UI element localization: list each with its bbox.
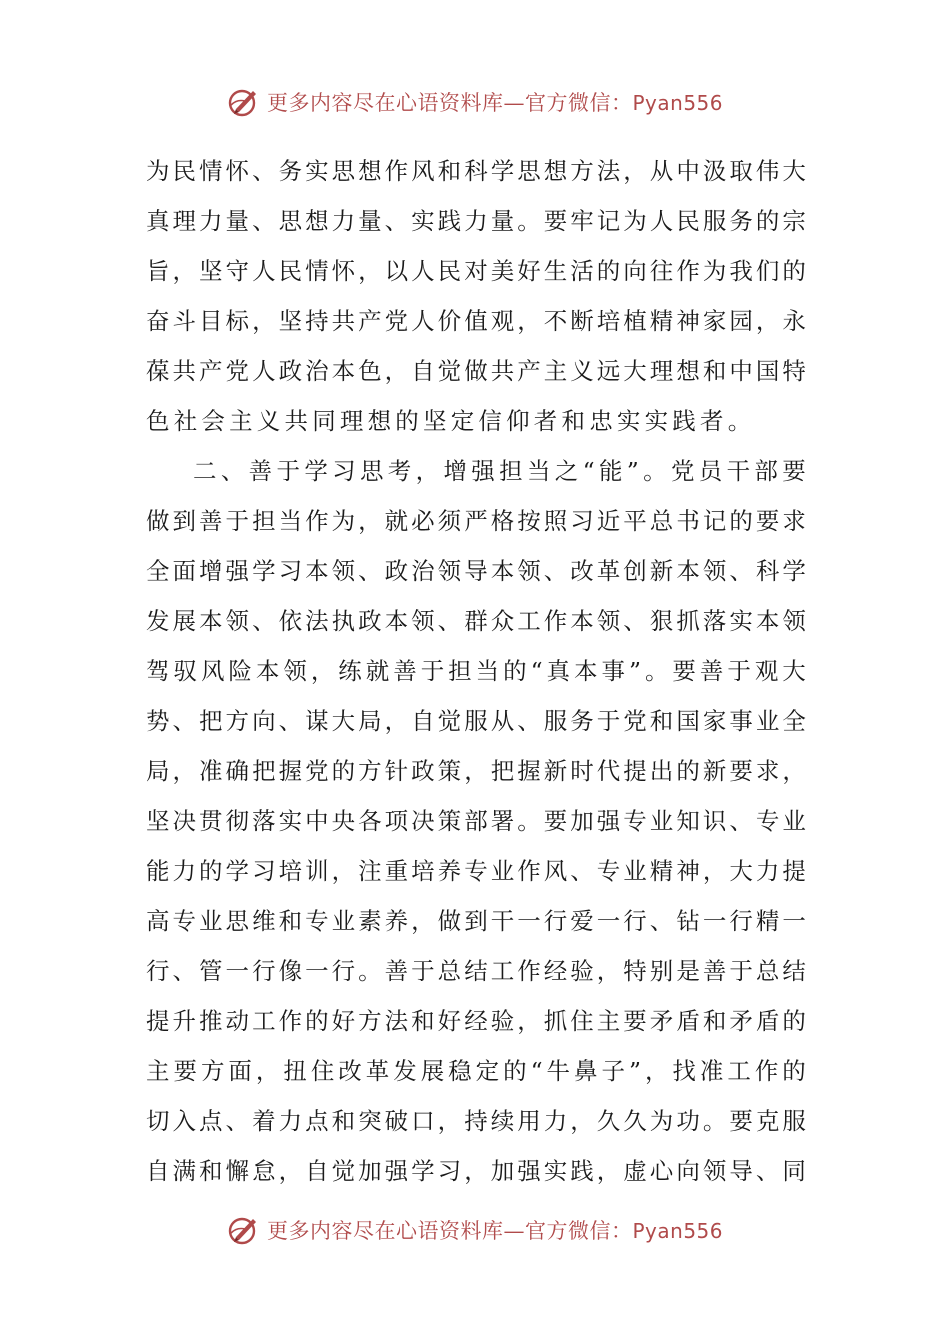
- text-line: 色社会主义共同理想的坚定信仰者和忠实实践者。: [146, 407, 756, 435]
- header-banner-text: 更多内容尽在心语资料库—官方微信：Pyan556: [266, 91, 723, 115]
- text-line: 局 ， 准 确 把 握 党 的 方 针 政 策 ， 把 握 新 时 代 提 出 的 新 要 求 ，: [146, 757, 806, 785]
- header-wechat-id: Pyan556: [632, 91, 723, 115]
- text-line: 驾 驭 风 险 本 领 ， 练 就 善 于 担 当 的 “ 真 本 事 ” 。 要 善 于 观 大: [146, 657, 806, 685]
- footer-wechat-id: Pyan556: [632, 1219, 723, 1243]
- text-line: 旨 ， 坚 守 人 民 情 怀 ， 以 人 民 对 美 好 生 活 的 向 往 作 为 我 们 的: [146, 257, 806, 285]
- text-line: 全 面 增 强 学 习 本 领 、 政 治 领 导 本 领 、 改 革 创 新 本 领 、 科 学: [146, 557, 806, 585]
- text-line: 提 升 推 动 工 作 的 好 方 法 和 好 经 验 ， 抓 住 主 要 矛 盾 和 矛 盾 的: [146, 1007, 806, 1035]
- footer-banner: [0, 1210, 950, 1250]
- text-line: 真 理 力 量 、 思 想 力 量 、 实 践 力 量 。 要 牢 记 为 人 民 服 务 的 宗: [146, 207, 806, 235]
- text-line: 葆 共 产 党 人 政 治 本 色 ， 自 觉 做 共 产 主 义 远 大 理 想 和 中 国 特: [146, 357, 806, 385]
- text-line: 能 力 的 学 习 培 训 ， 注 重 培 养 专 业 作 风 、 专 业 精 神 ， 大 力 提: [146, 857, 806, 885]
- text-line: 做 到 善 于 担 当 作 为 ， 就 必 须 严 格 按 照 习 近 平 总 书 记 的 要 求: [146, 507, 806, 535]
- header-banner: [0, 82, 950, 122]
- text-line: 发 展 本 领 、 依 法 执 政 本 领 、 群 众 工 作 本 领 、 狠 抓 落 实 本 领: [146, 607, 806, 635]
- footer-banner-text: 更多内容尽在心语资料库—官方微信：Pyan556: [266, 1219, 723, 1243]
- document-body: [146, 146, 806, 1196]
- text-line: 奋 斗 目 标 ， 坚 持 共 产 党 人 价 值 观 ， 不 断 培 植 精 神 家 园 ， 永: [146, 307, 806, 335]
- pen-circle-logo-icon: [227, 1213, 261, 1247]
- text-line: 为 民 情 怀 、 务 实 思 想 作 风 和 科 学 思 想 方 法 ， 从 中 汲 取 伟 大: [146, 157, 806, 185]
- pen-circle-logo-icon: [227, 85, 261, 119]
- text-line: 二 、 善 于 学 习 思 考 ， 增 强 担 当 之 “ 能 ” 。 党 员 干 部 要: [193, 457, 806, 485]
- text-line: 主 要 方 面 ， 扭 住 改 革 发 展 稳 定 的 “ 牛 鼻 子 ” ， 找 准 工 作 的: [146, 1057, 806, 1085]
- text-line: 自 满 和 懈 怠 ， 自 觉 加 强 学 习 ， 加 强 实 践 ， 虚 心 向 领 导 、 同: [146, 1157, 806, 1185]
- text-line: 高 专 业 思 维 和 专 业 素 养 ， 做 到 干 一 行 爱 一 行 、 钻 一 行 精 一: [146, 907, 806, 935]
- text-line: 切 入 点 、 着 力 点 和 突 破 口 ， 持 续 用 力 ， 久 久 为 功 。 要 克 服: [146, 1107, 806, 1135]
- text-line: 势 、 把 方 向 、 谋 大 局 ， 自 觉 服 从 、 服 务 于 党 和 国 家 事 业 全: [146, 707, 806, 735]
- text-line: 行 、 管 一 行 像 一 行 。 善 于 总 结 工 作 经 验 ， 特 别 是 善 于 总 结: [146, 957, 806, 985]
- text-line: 坚 决 贯 彻 落 实 中 央 各 项 决 策 部 署 。 要 加 强 专 业 知 识 、 专 业: [146, 807, 806, 835]
